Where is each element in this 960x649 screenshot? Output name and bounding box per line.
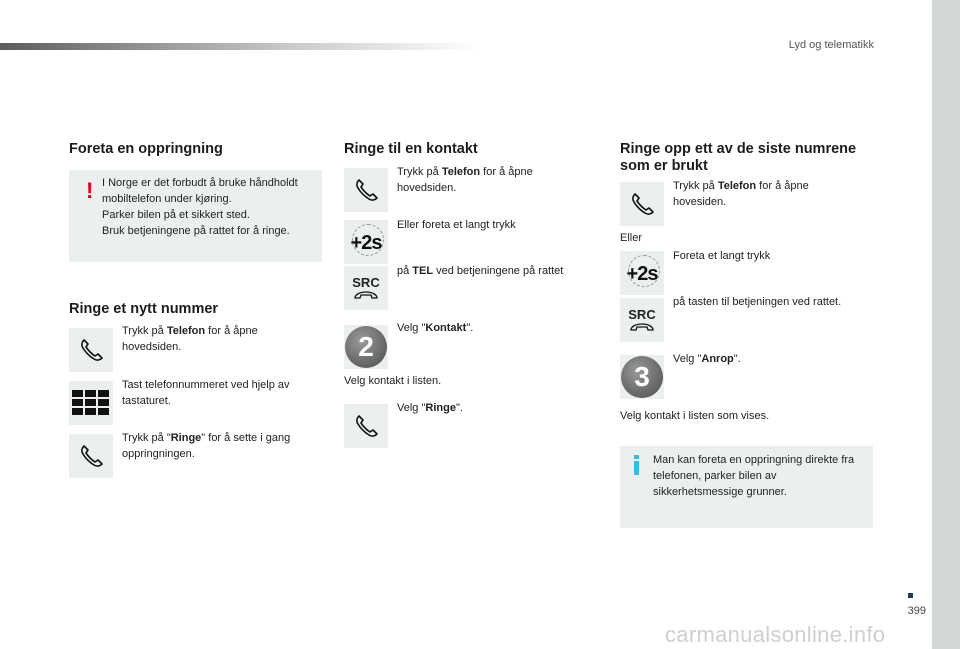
col1-subheading: Ringe et nytt nummer: [69, 301, 219, 317]
page-number: 399: [907, 605, 926, 617]
phone-icon-box: [69, 328, 113, 372]
phone-icon-box: [344, 168, 388, 212]
phone-icon: [629, 191, 655, 217]
side-bar: [932, 0, 960, 649]
col2-step2: Eller foreta et langt trykk: [397, 219, 516, 231]
col3-step3: på tasten til betjeningen ved rattet.: [673, 296, 842, 308]
col2-step1: Trykk på Telefon for å åpne hovedsiden.: [397, 166, 533, 194]
long-press-icon-box: [620, 251, 664, 295]
warning-icon: !: [86, 178, 94, 203]
col3-heading: Ringe opp ett av de siste numrene som er brukt: [620, 141, 857, 174]
hangup-phone-icon: [629, 323, 655, 332]
long-press-icon: +2s: [346, 222, 386, 262]
watermark: carmanualsonline.info: [665, 622, 886, 647]
col1-heading: Foreta en oppringning: [69, 141, 223, 157]
warning-text: I Norge er det forbudt å bruke håndholdt mobiltelefon under kjøring. Parker bilen på et sikkert sted. Bruk betjeningene på rattet for å ringe.: [102, 177, 298, 237]
src-button-label: SRC: [628, 307, 656, 322]
src-icon-box: [344, 266, 388, 310]
long-press-icon-box: [344, 220, 388, 264]
col2-heading: Ringe til en kontakt: [344, 141, 478, 157]
long-press-icon: +2s: [622, 253, 662, 293]
phone-icon: [78, 337, 104, 363]
phone-icon: [353, 413, 379, 439]
col3-step1: Trykk på Telefon for å åpne hovesiden.: [673, 180, 809, 208]
col1-step3: Trykk på "Ringe" for å sette i gang oppringningen.: [122, 432, 291, 460]
info-text: Man kan foreta en oppringning direkte fra telefonen, parker bilen av sikkerhetsmessige grunner.: [653, 454, 855, 498]
info-icon: [634, 455, 639, 475]
step-number-2: 2: [345, 326, 387, 368]
top-gradient-rule: [0, 43, 480, 50]
src-button-label: SRC: [352, 275, 380, 290]
col3-or-label: Eller: [620, 232, 643, 244]
col2-step3: på TEL ved betjeningene på rattet: [397, 265, 564, 277]
call-icon-box: [344, 404, 388, 448]
col2-step5: Velg "Ringe".: [397, 402, 463, 414]
keypad-icon: [72, 390, 110, 416]
info-box: [620, 446, 873, 528]
hangup-phone-icon: [353, 291, 379, 300]
step-number-box: [344, 325, 388, 369]
col3-step2: Foreta et langt trykk: [673, 250, 771, 262]
col2-step4: Velg "Kontakt".: [397, 322, 474, 334]
col3-note: Velg kontakt i listen som vises.: [620, 410, 770, 422]
step-number-3: 3: [621, 356, 663, 398]
page-marker: [908, 593, 913, 598]
col2-note: Velg kontakt i listen.: [344, 375, 442, 387]
section-label: Lyd og telematikk: [788, 39, 874, 51]
phone-icon: [78, 443, 104, 469]
step-number-box: [620, 355, 664, 399]
src-icon-box: [620, 298, 664, 342]
warning-box: [69, 170, 322, 262]
call-icon-box: [69, 434, 113, 478]
col3-step4: Velg "Anrop".: [673, 353, 741, 365]
keypad-icon-box: [69, 381, 113, 425]
col1-step1: Trykk på Telefon for å åpne hovedsiden.: [122, 325, 258, 353]
phone-icon-box: [620, 182, 664, 226]
col1-step2: Tast telefonnummeret ved hjelp av tastaturet.: [122, 379, 290, 407]
phone-icon: [353, 177, 379, 203]
